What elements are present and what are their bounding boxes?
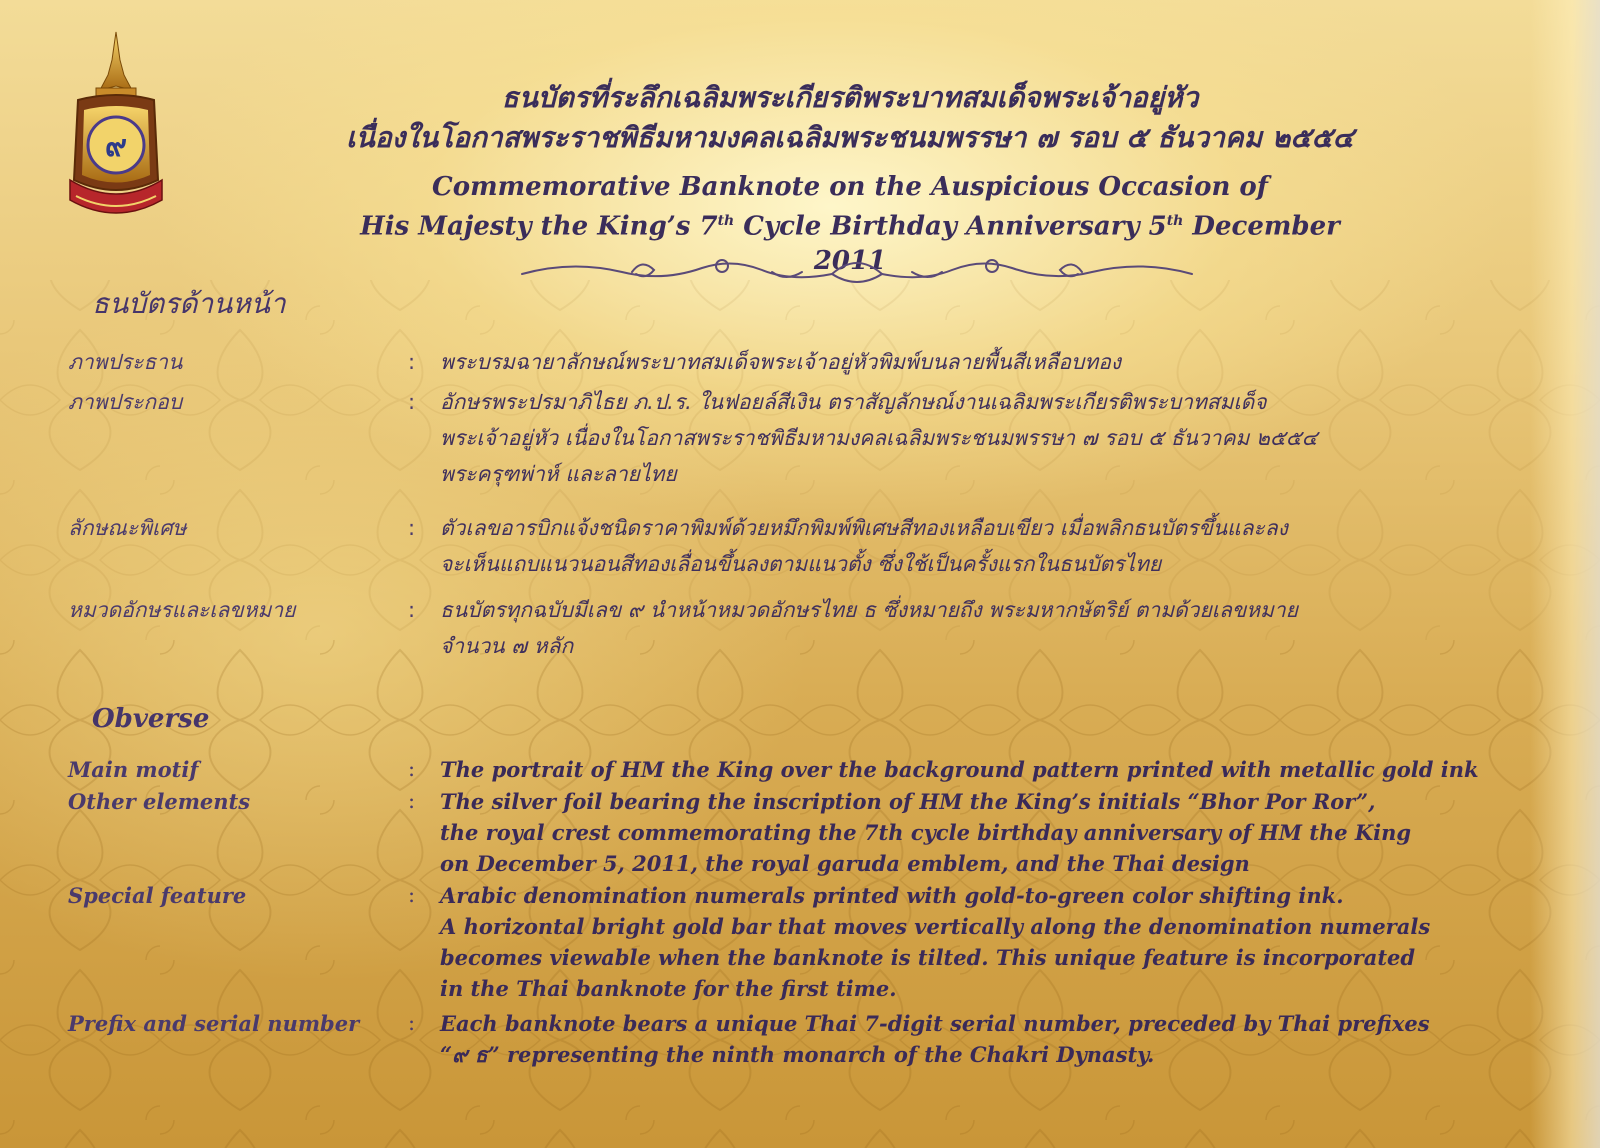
english-detail-row-label: Main motif xyxy=(68,757,199,782)
thai-detail-row xyxy=(68,344,1528,380)
english-detail-row xyxy=(68,880,1528,1004)
thai-detail-row-value-line: พระครุฑพ่าห์ และลายไทย xyxy=(440,462,677,486)
english-detail-row-value xyxy=(440,754,1528,785)
thai-detail-row-value-line: ธนบัตรทุกฉบับมีเลข ๙ นำหน้าหมวดอักษรไทย ธ ซึ่งหมายถึง พระมหากษัตริย์ ตามด้วยเลขหมาย xyxy=(440,598,1298,622)
royal-emblem-icon xyxy=(66,30,166,230)
label-separator: : xyxy=(408,598,416,622)
thai-detail-row-label: ภาพประกอบ xyxy=(68,390,183,414)
english-detail-row-value xyxy=(440,786,1528,879)
thai-section-heading: ธนบัตรด้านหน้า xyxy=(92,287,286,320)
english-detail-row xyxy=(68,1008,1528,1070)
thai-detail-row xyxy=(68,592,1528,664)
ordinal-suffix: th xyxy=(1166,213,1184,229)
english-detail-row-value-line: Each banknote bears a unique Thai 7-digit serial number, preceded by Thai prefixes xyxy=(440,1011,1430,1036)
english-detail-row-value xyxy=(440,880,1528,1004)
label-separator: : xyxy=(408,757,416,781)
label-separator: : xyxy=(408,883,416,907)
scroll-ornament-divider xyxy=(512,250,1202,292)
thai-title-line-1: ธนบัตรที่ระลึกเฉลิมพระเกียรติพระบาทสมเด็จพระเจ้าอยู่หัว xyxy=(501,81,1199,114)
label-separator: : xyxy=(408,789,416,813)
english-detail-row xyxy=(68,786,1528,879)
thai-title-line-2: เนื่องในโอกาสพระราชพิธีมหามงคลเฉลิมพระชนมพรรษา ๗ รอบ ๕ ธันวาคม ๒๕๕๔ xyxy=(346,121,1354,154)
english-title-part-c: December 2011 xyxy=(813,211,1340,276)
thai-detail-row-label: ลักษณะพิเศษ xyxy=(68,516,187,540)
thai-detail-row xyxy=(68,510,1528,582)
thai-detail-row-value xyxy=(440,344,1528,380)
thai-detail-row-label: หมวดอักษรและเลขหมาย xyxy=(68,598,296,622)
thai-detail-row-value-line: พระบรมฉายาลักษณ์พระบาทสมเด็จพระเจ้าอยู่หัวพิมพ์บนลายพื้นสีเหลือบทอง xyxy=(440,350,1122,374)
english-detail-row-value-line: A horizontal bright gold bar that moves vertically along the denomination numerals xyxy=(440,914,1431,939)
page-edge-highlight xyxy=(1530,0,1600,1148)
english-title-part-a: His Majesty the King’s 7 xyxy=(360,211,718,242)
english-detail-row-label: Special feature xyxy=(68,883,247,908)
english-detail-row-value-line: “๙ ธ” representing the ninth monarch of the Chakri Dynasty. xyxy=(440,1042,1155,1067)
thai-detail-row-value-line: อักษรพระปรมาภิไธย ภ.ป.ร. ในฟอยล์สีเงิน ตราสัญลักษณ์งานเฉลิมพระเกียรติพระบาทสมเด็จ xyxy=(440,390,1267,414)
english-detail-row-value-line: The portrait of HM the King over the background pattern printed with metallic gold ink xyxy=(440,757,1479,782)
english-title-part-b: Cycle Birthday Anniversary 5 xyxy=(734,211,1167,242)
thai-detail-row-value xyxy=(440,592,1528,664)
english-detail-row xyxy=(68,754,1528,785)
thai-detail-row-value-line: จำนวน ๗ หลัก xyxy=(440,634,574,658)
english-detail-row-value-line: the royal crest commemorating the 7th cycle birthday anniversary of HM the King xyxy=(440,820,1412,845)
svg-text:๙: ๙ xyxy=(105,129,127,164)
thai-title xyxy=(340,78,1360,158)
english-detail-row-value-line: Arabic denomination numerals printed with gold-to-green color shifting ink. xyxy=(440,883,1344,908)
english-detail-row-value-line: becomes viewable when the banknote is tilted. This unique feature is incorporated xyxy=(440,945,1416,970)
ordinal-suffix: th xyxy=(717,213,735,229)
thai-detail-row-value-line: ตัวเลขอารบิกแจ้งชนิดราคาพิมพ์ด้วยหมึกพิมพ์พิเศษสีทองเหลือบเขียว เมื่อพลิกธนบัตรขึ้นและลง xyxy=(440,516,1288,540)
label-separator: : xyxy=(408,516,416,540)
thai-detail-row-value xyxy=(440,510,1528,582)
thai-detail-row-value-line: จะเห็นแถบแนวนอนสีทองเลื่อนขึ้นลงตามแนวตั้ง ซึ่งใช้เป็นครั้งแรกในธนบัตรไทย xyxy=(440,552,1162,576)
english-detail-row-value xyxy=(440,1008,1528,1070)
label-separator: : xyxy=(408,1011,416,1035)
english-detail-row-label: Other elements xyxy=(68,789,251,814)
english-section-heading: Obverse xyxy=(92,704,210,734)
english-detail-row-value-line: The silver foil bearing the inscription of HM the King’s initials “Bhor Por Ror”, xyxy=(440,789,1376,814)
thai-detail-row-value-line: พระเจ้าอยู่หัว เนื่องในโอกาสพระราชพิธีมหามงคลเฉลิมพระชนมพรรษา ๗ รอบ ๕ ธันวาคม ๒๕๕๔ xyxy=(440,426,1318,450)
english-title-line-1: Commemorative Banknote on the Auspicious Occasion of xyxy=(432,172,1268,202)
label-separator: : xyxy=(408,390,416,414)
label-separator: : xyxy=(408,350,416,374)
thai-detail-row xyxy=(68,384,1528,492)
english-detail-row-label: Prefix and serial number xyxy=(68,1011,360,1036)
thai-detail-row-value xyxy=(440,384,1528,492)
english-detail-row-value-line: in the Thai banknote for the first time. xyxy=(440,976,897,1001)
thai-detail-row-label: ภาพประธาน xyxy=(68,350,183,374)
english-detail-row-value-line: on December 5, 2011, the royal garuda emblem, and the Thai design xyxy=(440,851,1250,876)
